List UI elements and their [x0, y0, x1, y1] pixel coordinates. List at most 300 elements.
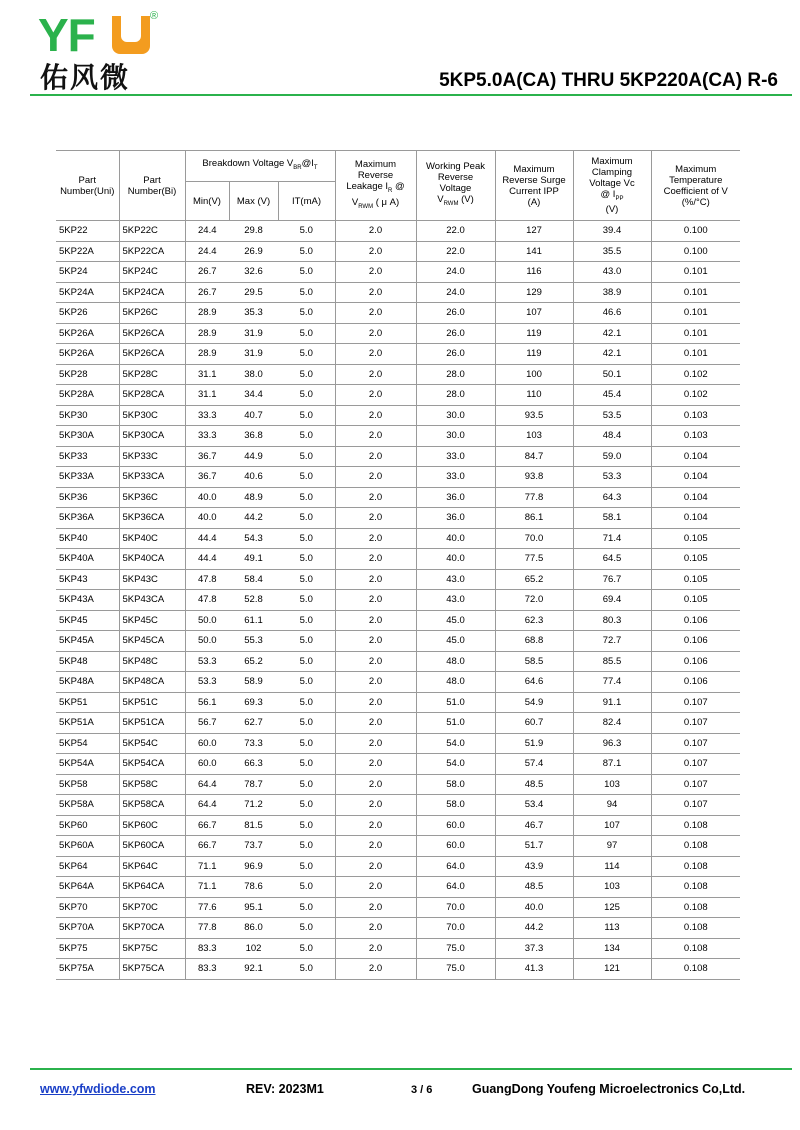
cell-vbr-max: 66.3: [229, 754, 278, 775]
cell-it-ma: 5.0: [278, 672, 335, 693]
cell-it-ma: 5.0: [278, 487, 335, 508]
cell-part-uni: 5KP26A: [56, 323, 119, 344]
cell-vc-clamp: 114: [573, 856, 651, 877]
cell-temp-coef: 0.105: [651, 569, 740, 590]
cell-it-ma: 5.0: [278, 549, 335, 570]
cell-vbr-max: 55.3: [229, 631, 278, 652]
cell-part-uni: 5KP36A: [56, 508, 119, 529]
cell-vc-clamp: 35.5: [573, 241, 651, 262]
cell-vc-clamp: 72.7: [573, 631, 651, 652]
cell-temp-coef: 0.105: [651, 549, 740, 570]
cell-part-uni: 5KP24: [56, 262, 119, 283]
cell-vbr-max: 78.7: [229, 774, 278, 795]
cell-part-uni: 5KP54A: [56, 754, 119, 775]
cell-ipp: 84.7: [495, 446, 573, 467]
cell-ir-leakage: 2.0: [335, 856, 416, 877]
cell-ir-leakage: 2.0: [335, 344, 416, 365]
cell-it-ma: 5.0: [278, 323, 335, 344]
cell-ipp: 93.5: [495, 405, 573, 426]
table-row: [56, 446, 740, 467]
cell-vbr-max: 96.9: [229, 856, 278, 877]
cell-vrwm: 24.0: [416, 282, 495, 303]
cell-it-ma: 5.0: [278, 241, 335, 262]
cell-vbr-max: 31.9: [229, 323, 278, 344]
table-row: [56, 241, 740, 262]
cell-vrwm: 36.0: [416, 487, 495, 508]
cell-ipp: 54.9: [495, 692, 573, 713]
cell-part-uni: 5KP22: [56, 221, 119, 242]
cell-vbr-min: 60.0: [185, 754, 229, 775]
cell-ir-leakage: 2.0: [335, 733, 416, 754]
cell-vbr-max: 73.3: [229, 733, 278, 754]
cell-ipp: 72.0: [495, 590, 573, 611]
document-title: 5KP5.0A(CA) THRU 5KP220A(CA) R-6: [439, 70, 778, 91]
cell-part-uni: 5KP51A: [56, 713, 119, 734]
cell-vbr-max: 38.0: [229, 364, 278, 385]
cell-it-ma: 5.0: [278, 405, 335, 426]
cell-vc-clamp: 71.4: [573, 528, 651, 549]
cell-temp-coef: 0.101: [651, 303, 740, 324]
cell-part-uni: 5KP48A: [56, 672, 119, 693]
cell-temp-coef: 0.108: [651, 877, 740, 898]
cell-ipp: 48.5: [495, 877, 573, 898]
cell-vbr-min: 64.4: [185, 795, 229, 816]
cell-vbr-min: 47.8: [185, 590, 229, 611]
cell-ir-leakage: 2.0: [335, 508, 416, 529]
cell-vbr-max: 58.4: [229, 569, 278, 590]
cell-vbr-max: 29.5: [229, 282, 278, 303]
cell-vc-clamp: 103: [573, 877, 651, 898]
cell-it-ma: 5.0: [278, 938, 335, 959]
cell-part-uni: 5KP36: [56, 487, 119, 508]
cell-vbr-max: 65.2: [229, 651, 278, 672]
cell-ipp: 119: [495, 323, 573, 344]
cell-ipp: 77.8: [495, 487, 573, 508]
cell-ir-leakage: 2.0: [335, 631, 416, 652]
table-row: [56, 364, 740, 385]
header-test-current: IT(mA): [278, 182, 335, 221]
cell-vbr-max: 31.9: [229, 344, 278, 365]
cell-temp-coef: 0.108: [651, 918, 740, 939]
cell-vbr-min: 56.7: [185, 713, 229, 734]
table-row: [56, 282, 740, 303]
cell-part-uni: 5KP51: [56, 692, 119, 713]
table-row: [56, 569, 740, 590]
cell-temp-coef: 0.102: [651, 364, 740, 385]
cell-ir-leakage: 2.0: [335, 815, 416, 836]
cell-temp-coef: 0.106: [651, 672, 740, 693]
table-row: [56, 733, 740, 754]
cell-vbr-max: 48.9: [229, 487, 278, 508]
cell-ipp: 103: [495, 426, 573, 447]
cell-part-bi: 5KP54C: [119, 733, 185, 754]
cell-ipp: 57.4: [495, 754, 573, 775]
cell-vbr-min: 50.0: [185, 631, 229, 652]
cell-it-ma: 5.0: [278, 856, 335, 877]
cell-ir-leakage: 2.0: [335, 836, 416, 857]
cell-part-bi: 5KP45C: [119, 610, 185, 631]
cell-part-bi: 5KP60C: [119, 815, 185, 836]
cell-temp-coef: 0.100: [651, 221, 740, 242]
cell-vc-clamp: 38.9: [573, 282, 651, 303]
cell-part-bi: 5KP30CA: [119, 426, 185, 447]
cell-part-uni: 5KP43A: [56, 590, 119, 611]
cell-part-bi: 5KP43CA: [119, 590, 185, 611]
cell-temp-coef: 0.108: [651, 938, 740, 959]
cell-vrwm: 40.0: [416, 549, 495, 570]
cell-ir-leakage: 2.0: [335, 672, 416, 693]
cell-ir-leakage: 2.0: [335, 385, 416, 406]
cell-vbr-max: 49.1: [229, 549, 278, 570]
cell-vrwm: 30.0: [416, 405, 495, 426]
cell-part-uni: 5KP24A: [56, 282, 119, 303]
cell-vbr-min: 50.0: [185, 610, 229, 631]
cell-vrwm: 54.0: [416, 733, 495, 754]
cell-vbr-max: 78.6: [229, 877, 278, 898]
cell-ir-leakage: 2.0: [335, 877, 416, 898]
cell-ipp: 100: [495, 364, 573, 385]
header-part-bi: Part Number(Bi): [119, 151, 185, 221]
cell-ir-leakage: 2.0: [335, 774, 416, 795]
table-row: [56, 856, 740, 877]
cell-vrwm: 40.0: [416, 528, 495, 549]
table-row: [56, 836, 740, 857]
cell-part-uni: 5KP28A: [56, 385, 119, 406]
logo-u-mark: [112, 16, 150, 54]
cell-part-bi: 5KP51C: [119, 692, 185, 713]
cell-part-bi: 5KP33CA: [119, 467, 185, 488]
cell-part-uni: 5KP48: [56, 651, 119, 672]
cell-ipp: 46.7: [495, 815, 573, 836]
cell-ir-leakage: 2.0: [335, 569, 416, 590]
cell-temp-coef: 0.104: [651, 487, 740, 508]
cell-part-bi: 5KP26CA: [119, 344, 185, 365]
cell-vrwm: 58.0: [416, 774, 495, 795]
cell-ir-leakage: 2.0: [335, 303, 416, 324]
cell-vbr-min: 44.4: [185, 549, 229, 570]
cell-vrwm: 60.0: [416, 815, 495, 836]
cell-temp-coef: 0.108: [651, 959, 740, 980]
cell-part-bi: 5KP22C: [119, 221, 185, 242]
cell-vrwm: 64.0: [416, 856, 495, 877]
cell-vc-clamp: 53.3: [573, 467, 651, 488]
cell-vc-clamp: 48.4: [573, 426, 651, 447]
cell-part-uni: 5KP64: [56, 856, 119, 877]
cell-part-uni: 5KP75: [56, 938, 119, 959]
cell-it-ma: 5.0: [278, 528, 335, 549]
cell-vbr-min: 40.0: [185, 508, 229, 529]
cell-part-bi: 5KP26C: [119, 303, 185, 324]
cell-it-ma: 5.0: [278, 364, 335, 385]
cell-part-bi: 5KP70C: [119, 897, 185, 918]
cell-part-bi: 5KP24CA: [119, 282, 185, 303]
cell-vbr-min: 83.3: [185, 959, 229, 980]
cell-part-uni: 5KP30: [56, 405, 119, 426]
cell-part-uni: 5KP75A: [56, 959, 119, 980]
cell-it-ma: 5.0: [278, 897, 335, 918]
cell-vc-clamp: 80.3: [573, 610, 651, 631]
cell-vc-clamp: 43.0: [573, 262, 651, 283]
cell-vrwm: 33.0: [416, 446, 495, 467]
cell-temp-coef: 0.107: [651, 795, 740, 816]
cell-vbr-max: 34.4: [229, 385, 278, 406]
cell-part-uni: 5KP58: [56, 774, 119, 795]
cell-part-bi: 5KP70CA: [119, 918, 185, 939]
header-working-peak-voltage: Working Peak Reverse Voltage $V_{RWM}$ (V): [416, 151, 495, 221]
cell-it-ma: 5.0: [278, 918, 335, 939]
cell-ir-leakage: 2.0: [335, 897, 416, 918]
cell-vrwm: 22.0: [416, 221, 495, 242]
cell-ipp: 70.0: [495, 528, 573, 549]
cell-vbr-max: 44.2: [229, 508, 278, 529]
cell-temp-coef: 0.103: [651, 426, 740, 447]
cell-vbr-min: 31.1: [185, 385, 229, 406]
cell-vc-clamp: 50.1: [573, 364, 651, 385]
cell-part-uni: 5KP60A: [56, 836, 119, 857]
cell-ipp: 41.3: [495, 959, 573, 980]
cell-vbr-max: 52.8: [229, 590, 278, 611]
cell-part-uni: 5KP30A: [56, 426, 119, 447]
table-row: [56, 938, 740, 959]
cell-vbr-max: 40.7: [229, 405, 278, 426]
cell-vbr-min: 33.3: [185, 405, 229, 426]
cell-ipp: 107: [495, 303, 573, 324]
cell-it-ma: 5.0: [278, 877, 335, 898]
cell-vrwm: 54.0: [416, 754, 495, 775]
table-row: [56, 774, 740, 795]
footer-divider: [30, 1068, 792, 1070]
header-min-voltage: Min(V): [185, 182, 229, 221]
cell-ir-leakage: 2.0: [335, 713, 416, 734]
cell-ipp: 48.5: [495, 774, 573, 795]
header-part-uni: Part Number(Uni): [56, 151, 119, 221]
header-max-voltage: Max (V): [229, 182, 278, 221]
cell-ipp: 44.2: [495, 918, 573, 939]
cell-vbr-min: 24.4: [185, 241, 229, 262]
cell-vbr-min: 56.1: [185, 692, 229, 713]
cell-vrwm: 58.0: [416, 795, 495, 816]
header-surge-current: Maximum Reverse Surge Current IPP (A): [495, 151, 573, 221]
cell-ipp: 141: [495, 241, 573, 262]
cell-it-ma: 5.0: [278, 836, 335, 857]
cell-part-bi: 5KP26CA: [119, 323, 185, 344]
logo-registered-mark: ®: [150, 10, 159, 22]
cell-temp-coef: 0.106: [651, 651, 740, 672]
cell-part-bi: 5KP22CA: [119, 241, 185, 262]
cell-ipp: 40.0: [495, 897, 573, 918]
cell-vc-clamp: 46.6: [573, 303, 651, 324]
table-row: [56, 610, 740, 631]
cell-vbr-min: 66.7: [185, 836, 229, 857]
cell-temp-coef: 0.108: [651, 897, 740, 918]
cell-part-bi: 5KP48CA: [119, 672, 185, 693]
cell-vc-clamp: 42.1: [573, 344, 651, 365]
cell-vbr-max: 36.8: [229, 426, 278, 447]
cell-vbr-max: 29.8: [229, 221, 278, 242]
cell-it-ma: 5.0: [278, 610, 335, 631]
cell-vbr-min: 66.7: [185, 815, 229, 836]
cell-vrwm: 75.0: [416, 959, 495, 980]
cell-part-uni: 5KP43: [56, 569, 119, 590]
cell-vc-clamp: 134: [573, 938, 651, 959]
cell-part-bi: 5KP48C: [119, 651, 185, 672]
cell-vc-clamp: 39.4: [573, 221, 651, 242]
cell-vbr-min: 33.3: [185, 426, 229, 447]
cell-temp-coef: 0.101: [651, 282, 740, 303]
cell-vbr-max: 92.1: [229, 959, 278, 980]
cell-vc-clamp: 107: [573, 815, 651, 836]
cell-temp-coef: 0.107: [651, 774, 740, 795]
cell-vc-clamp: 82.4: [573, 713, 651, 734]
cell-ir-leakage: 2.0: [335, 262, 416, 283]
spec-table: [56, 150, 740, 980]
cell-vbr-min: 26.7: [185, 262, 229, 283]
cell-vbr-min: 40.0: [185, 487, 229, 508]
cell-vbr-max: 58.9: [229, 672, 278, 693]
website-link[interactable]: www.yfwdiode.com: [40, 1082, 156, 1096]
table-row: [56, 323, 740, 344]
cell-vbr-max: 44.9: [229, 446, 278, 467]
cell-vrwm: 26.0: [416, 323, 495, 344]
cell-vrwm: 43.0: [416, 569, 495, 590]
cell-it-ma: 5.0: [278, 303, 335, 324]
table-row: [56, 528, 740, 549]
cell-vrwm: 48.0: [416, 651, 495, 672]
cell-vbr-min: 77.6: [185, 897, 229, 918]
header-breakdown-voltage: Breakdown Voltage $V_{BR}@I_T$: [185, 151, 335, 182]
cell-vc-clamp: 96.3: [573, 733, 651, 754]
cell-ipp: 37.3: [495, 938, 573, 959]
cell-vrwm: 36.0: [416, 508, 495, 529]
header-divider: [30, 94, 792, 96]
cell-vc-clamp: 97: [573, 836, 651, 857]
table-row: [56, 631, 740, 652]
cell-part-bi: 5KP58C: [119, 774, 185, 795]
cell-vbr-max: 35.3: [229, 303, 278, 324]
cell-ir-leakage: 2.0: [335, 364, 416, 385]
cell-vrwm: 43.0: [416, 590, 495, 611]
cell-temp-coef: 0.101: [651, 323, 740, 344]
cell-it-ma: 5.0: [278, 385, 335, 406]
table-row: [56, 385, 740, 406]
cell-vbr-max: 73.7: [229, 836, 278, 857]
header-temperature-coefficient: Maximum Temperature Coefficient of V (%/°C): [651, 151, 740, 221]
table-row: [56, 426, 740, 447]
cell-ipp: 62.3: [495, 610, 573, 631]
cell-ipp: 51.9: [495, 733, 573, 754]
cell-ir-leakage: 2.0: [335, 528, 416, 549]
table-row: [56, 795, 740, 816]
cell-it-ma: 5.0: [278, 713, 335, 734]
cell-vbr-max: 102: [229, 938, 278, 959]
cell-temp-coef: 0.101: [651, 344, 740, 365]
cell-vbr-min: 60.0: [185, 733, 229, 754]
cell-it-ma: 5.0: [278, 508, 335, 529]
cell-part-bi: 5KP45CA: [119, 631, 185, 652]
cell-part-bi: 5KP64C: [119, 856, 185, 877]
cell-vbr-min: 71.1: [185, 856, 229, 877]
cell-temp-coef: 0.101: [651, 262, 740, 283]
cell-it-ma: 5.0: [278, 221, 335, 242]
cell-ipp: 53.4: [495, 795, 573, 816]
table-row: [56, 221, 740, 242]
cell-part-uni: 5KP70: [56, 897, 119, 918]
cell-vbr-min: 53.3: [185, 651, 229, 672]
cell-it-ma: 5.0: [278, 590, 335, 611]
cell-temp-coef: 0.107: [651, 754, 740, 775]
cell-part-bi: 5KP36CA: [119, 508, 185, 529]
cell-ir-leakage: 2.0: [335, 959, 416, 980]
cell-it-ma: 5.0: [278, 344, 335, 365]
cell-part-bi: 5KP40C: [119, 528, 185, 549]
cell-part-uni: 5KP40A: [56, 549, 119, 570]
cell-ir-leakage: 2.0: [335, 323, 416, 344]
cell-vrwm: 24.0: [416, 262, 495, 283]
cell-vc-clamp: 53.5: [573, 405, 651, 426]
spec-table-body: [56, 221, 740, 980]
cell-vbr-min: 36.7: [185, 467, 229, 488]
cell-vbr-max: 40.6: [229, 467, 278, 488]
cell-ir-leakage: 2.0: [335, 221, 416, 242]
cell-vrwm: 28.0: [416, 385, 495, 406]
cell-part-uni: 5KP64A: [56, 877, 119, 898]
cell-ipp: 119: [495, 344, 573, 365]
table-row: [56, 303, 740, 324]
cell-it-ma: 5.0: [278, 754, 335, 775]
table-row: [56, 549, 740, 570]
cell-vbr-min: 28.9: [185, 344, 229, 365]
cell-temp-coef: 0.108: [651, 856, 740, 877]
cell-part-bi: 5KP51CA: [119, 713, 185, 734]
cell-vc-clamp: 76.7: [573, 569, 651, 590]
cell-temp-coef: 0.108: [651, 836, 740, 857]
cell-vbr-min: 28.9: [185, 303, 229, 324]
table-row: [56, 590, 740, 611]
cell-ipp: 43.9: [495, 856, 573, 877]
cell-temp-coef: 0.104: [651, 467, 740, 488]
company-logo: [38, 10, 168, 95]
cell-part-bi: 5KP58CA: [119, 795, 185, 816]
cell-ir-leakage: 2.0: [335, 754, 416, 775]
cell-ir-leakage: 2.0: [335, 549, 416, 570]
cell-ipp: 68.8: [495, 631, 573, 652]
cell-vbr-max: 62.7: [229, 713, 278, 734]
cell-ipp: 65.2: [495, 569, 573, 590]
cell-ir-leakage: 2.0: [335, 446, 416, 467]
cell-temp-coef: 0.100: [651, 241, 740, 262]
cell-it-ma: 5.0: [278, 446, 335, 467]
cell-ipp: 60.7: [495, 713, 573, 734]
cell-it-ma: 5.0: [278, 651, 335, 672]
cell-vrwm: 70.0: [416, 897, 495, 918]
logo-latin-text: YF: [38, 9, 95, 61]
table-row: [56, 754, 740, 775]
cell-part-uni: 5KP70A: [56, 918, 119, 939]
cell-temp-coef: 0.105: [651, 590, 740, 611]
cell-vc-clamp: 91.1: [573, 692, 651, 713]
cell-part-bi: 5KP64CA: [119, 877, 185, 898]
cell-vrwm: 26.0: [416, 344, 495, 365]
cell-ipp: 93.8: [495, 467, 573, 488]
cell-vc-clamp: 59.0: [573, 446, 651, 467]
cell-part-uni: 5KP26A: [56, 344, 119, 365]
cell-ir-leakage: 2.0: [335, 692, 416, 713]
cell-temp-coef: 0.107: [651, 713, 740, 734]
cell-temp-coef: 0.107: [651, 692, 740, 713]
table-row: [56, 713, 740, 734]
cell-vc-clamp: 103: [573, 774, 651, 795]
table-row: [56, 487, 740, 508]
